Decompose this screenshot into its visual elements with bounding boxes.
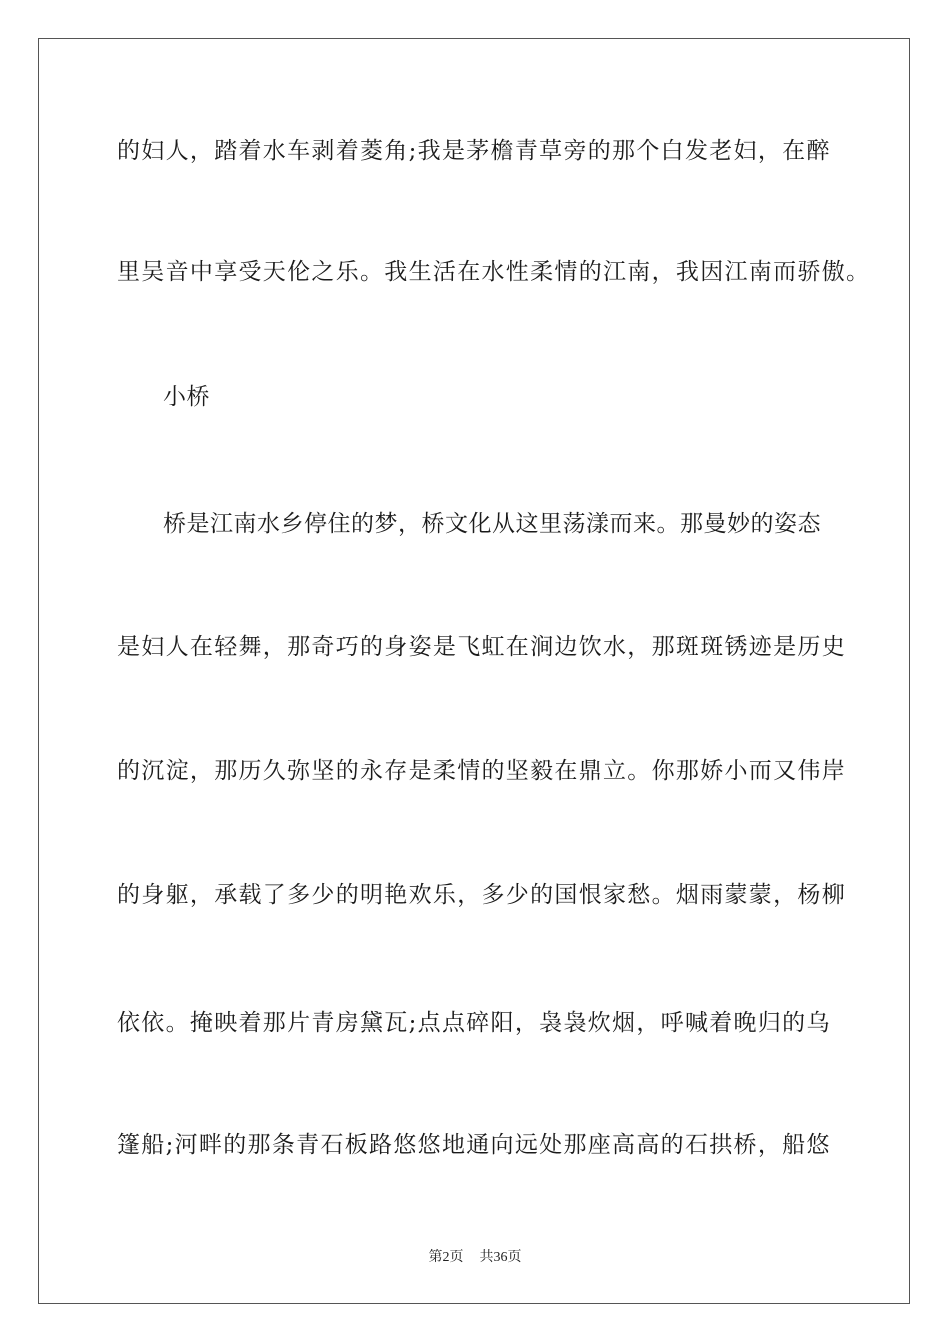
text-line-7: 依依。掩映着那片青房黛瓦;点点碎阳，袅袅炊烟，呼喊着晚归的乌 bbox=[117, 1010, 831, 1036]
text-line-6: 的身躯，承载了多少的明艳欢乐，多少的国恨家愁。烟雨蒙蒙，杨柳 bbox=[117, 882, 846, 908]
text-line-1: 的妇人，踏着水车剥着菱角;我是茅檐青草旁的那个白发老妇，在醉 bbox=[117, 138, 831, 164]
page-border bbox=[38, 38, 910, 1304]
section-heading: 小桥 bbox=[163, 384, 210, 410]
text-line-2: 里吴音中享受天伦之乐。我生活在水性柔情的江南，我因江南而骄傲。 bbox=[117, 259, 871, 285]
page-number: 第2页 bbox=[428, 1250, 464, 1265]
text-line-8: 篷船;河畔的那条青石板路悠悠地通向远处那座高高的石拱桥，船悠 bbox=[117, 1132, 831, 1158]
page-footer bbox=[0, 1246, 950, 1266]
text-line-4: 是妇人在轻舞，那奇巧的身姿是飞虹在涧边饮水，那斑斑锈迹是历史 bbox=[117, 634, 846, 660]
text-line-5: 的沉淀，那历久弥坚的永存是柔情的坚毅在鼎立。你那娇小而又伟岸 bbox=[117, 758, 846, 784]
text-line-3: 桥是江南水乡停住的梦，桥文化从这里荡漾而来。那曼妙的姿态 bbox=[163, 511, 821, 537]
page-total: 共36页 bbox=[479, 1250, 522, 1265]
